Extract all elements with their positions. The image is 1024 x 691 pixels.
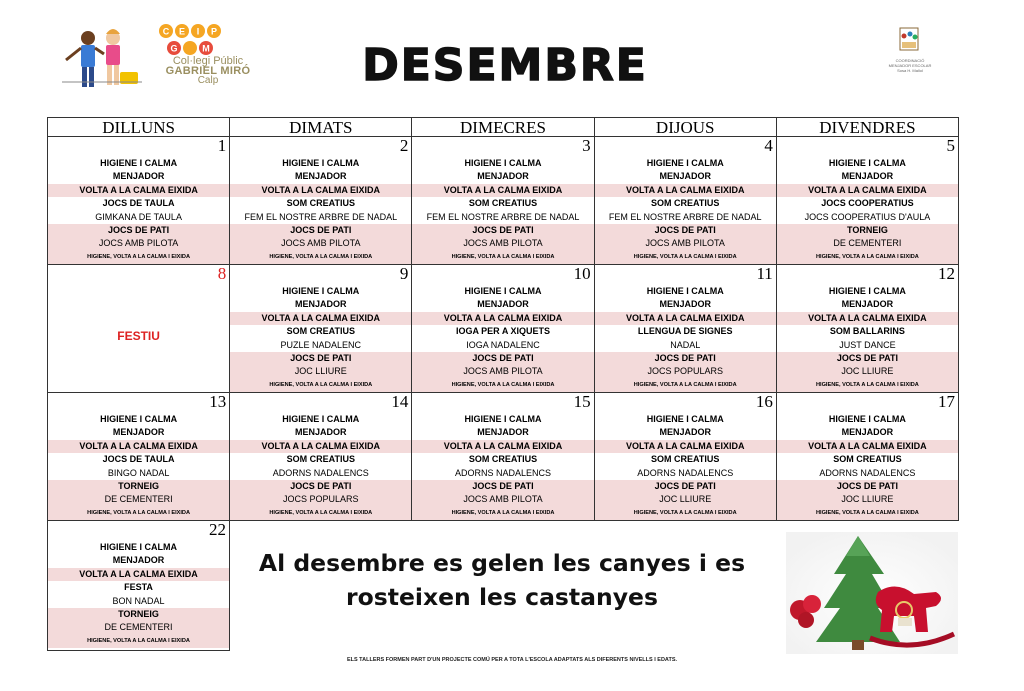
activity-row: HIGIENE, VOLTA A LA CALMA I EIXIDA xyxy=(777,379,958,392)
activity-row: TORNEIG xyxy=(48,608,229,621)
activity-row: PUZLE NADALENC xyxy=(280,339,362,350)
activity-row: SOM BALLARINS xyxy=(829,326,905,337)
activity-row: BON NADAL xyxy=(112,595,165,606)
svg-text:E: E xyxy=(178,26,186,37)
activity-row: JOCS DE PATI xyxy=(412,224,593,237)
activity-row: JOCS DE PATI xyxy=(595,224,776,237)
activity-row: DE CEMENTERI xyxy=(48,621,229,634)
activity-row: MENJADOR xyxy=(659,427,711,438)
day-cell-17 xyxy=(777,393,958,520)
activity-list xyxy=(595,157,776,264)
week-row xyxy=(47,393,959,521)
activity-row: VOLTA A LA CALMA EIXIDA xyxy=(48,568,229,581)
activity-row: VOLTA A LA CALMA EIXIDA xyxy=(595,440,776,453)
week-row xyxy=(47,137,959,265)
activity-row: VOLTA A LA CALMA EIXIDA xyxy=(777,312,958,325)
activity-row: IOGA PER A XIQUETS xyxy=(456,326,551,337)
activity-row: MENJADOR xyxy=(841,299,894,310)
activity-row: VOLTA A LA CALMA EIXIDA xyxy=(777,184,958,197)
day-cell-3 xyxy=(412,137,594,264)
activity-row: JOCS DE TAULA xyxy=(102,198,175,209)
activity-row: VOLTA A LA CALMA EIXIDA xyxy=(595,184,776,197)
day-number: 4 xyxy=(764,136,773,155)
activity-row: HIGIENE, VOLTA A LA CALMA I EIXIDA xyxy=(412,379,593,392)
activity-row: VOLTA A LA CALMA EIXIDA xyxy=(595,312,776,325)
activity-list xyxy=(48,157,229,264)
activity-row: HIGIENE I CALMA xyxy=(282,286,360,296)
activity-row: JOC LLIURE xyxy=(230,365,411,378)
activity-row: VOLTA A LA CALMA EIXIDA xyxy=(48,184,229,197)
coord-line-3: Sosa H. Mallol xyxy=(897,68,923,73)
day-cell-8 xyxy=(48,265,230,392)
activity-row: HIGIENE I CALMA xyxy=(828,158,906,168)
activity-list xyxy=(48,413,229,520)
activity-row: TORNEIG xyxy=(48,480,229,493)
activity-row: HIGIENE, VOLTA A LA CALMA I EIXIDA xyxy=(230,507,411,520)
day-number: 2 xyxy=(399,136,409,155)
svg-text:P: P xyxy=(210,26,218,37)
day-number: 1 xyxy=(217,136,227,155)
activity-row: SOM CREATIUS xyxy=(468,198,538,209)
activity-row: JOCS AMB PILOTA xyxy=(412,237,593,250)
activity-row: GIMKANA DE TAULA xyxy=(95,211,182,222)
day-cell-2 xyxy=(230,137,412,264)
school-line-3: Calp xyxy=(197,75,219,86)
day-number: 3 xyxy=(582,136,591,155)
activity-row: HIGIENE I CALMA xyxy=(282,414,360,424)
activity-row: SOM CREATIUS xyxy=(286,326,355,337)
activity-row: HIGIENE I CALMA xyxy=(99,542,177,552)
holiday-label: FESTIU xyxy=(117,329,160,343)
week-row xyxy=(47,265,959,393)
day-number: 13 xyxy=(209,392,227,411)
activity-row: DE CEMENTERI xyxy=(777,237,958,250)
activity-row: JUST DANCE xyxy=(839,339,896,350)
activity-row: ADORNS NADALENCS xyxy=(819,467,916,478)
page-title: DESEMBRE xyxy=(362,40,648,91)
activity-row: SOM CREATIUS xyxy=(286,454,355,465)
activity-row: HIGIENE I CALMA xyxy=(828,286,906,296)
activity-list xyxy=(595,285,776,392)
activity-row: JOCS DE TAULA xyxy=(102,454,175,465)
activity-list xyxy=(412,157,593,264)
weekday-dilluns: DILLUNS xyxy=(48,118,230,136)
activity-row: JOCS AMB PILOTA xyxy=(595,237,776,250)
day-cell-9 xyxy=(230,265,412,392)
activity-row: JOCS AMB PILOTA xyxy=(230,237,411,250)
day-cell-12 xyxy=(777,265,958,392)
activity-row: JOCS DE PATI xyxy=(595,480,776,493)
svg-text:G: G xyxy=(170,43,178,54)
activity-list xyxy=(230,285,411,392)
day-cell-14 xyxy=(230,393,412,520)
activity-row: ADORNS NADALENCS xyxy=(637,467,734,478)
activity-row: MENJADOR xyxy=(112,555,165,566)
day-cell-5 xyxy=(777,137,958,264)
activity-row: VOLTA A LA CALMA EIXIDA xyxy=(230,440,411,453)
activity-row: SOM CREATIUS xyxy=(651,198,720,209)
activity-row: MENJADOR xyxy=(295,299,347,310)
footnote: ELS TALLERS FORMEN PART D'UN PROJECTE COMÚ PER A TOTA L'ESCOLA ADAPTATS ALS DIFERENTS NIVELLS I EDATS. xyxy=(346,657,678,663)
activity-row: BINGO NADAL xyxy=(107,467,170,478)
activity-row: JOCS COOPERATIUS xyxy=(821,198,914,209)
activity-row: MENJADOR xyxy=(112,427,165,438)
activity-row: HIGIENE, VOLTA A LA CALMA I EIXIDA xyxy=(595,251,776,264)
weekday-dimats: DIMATS xyxy=(230,118,412,136)
activity-row: HIGIENE, VOLTA A LA CALMA I EIXIDA xyxy=(777,507,958,520)
activity-row: FEM EL NOSTRE ARBRE DE NADAL xyxy=(426,211,580,222)
day-number: 5 xyxy=(946,136,956,155)
day-number: 12 xyxy=(938,264,956,283)
activity-row: JOCS DE PATI xyxy=(412,352,593,365)
activity-row: MENJADOR xyxy=(477,427,529,438)
school-line-2: GABRIEL MIRÓ xyxy=(165,65,251,77)
day-number: 8 xyxy=(217,264,227,283)
weekday-dijous: DIJOUS xyxy=(595,118,777,136)
activity-row: HIGIENE I CALMA xyxy=(100,414,178,424)
activity-row: TORNEIG xyxy=(777,224,958,237)
coord-line-1: COORDINACIÓ xyxy=(895,58,925,63)
day-number: 17 xyxy=(938,392,956,411)
activity-row: HIGIENE, VOLTA A LA CALMA I EIXIDA xyxy=(595,379,776,392)
activity-row: MENJADOR xyxy=(295,427,347,438)
proverb-line-1: Al desembre es gelen les canyes i es xyxy=(258,549,746,577)
activity-list xyxy=(230,413,411,520)
activity-list xyxy=(777,413,958,520)
coordination-caption xyxy=(872,58,948,73)
activity-row: HIGIENE, VOLTA A LA CALMA I EIXIDA xyxy=(777,251,958,264)
activity-row: VOLTA A LA CALMA EIXIDA xyxy=(777,440,958,453)
day-number: 10 xyxy=(573,264,591,283)
day-cell-15 xyxy=(412,393,594,520)
activity-row: SOM CREATIUS xyxy=(468,454,538,465)
day-cell-11 xyxy=(595,265,777,392)
activity-row: VOLTA A LA CALMA EIXIDA xyxy=(412,184,593,197)
activity-row: IOGA NADALENC xyxy=(466,339,540,350)
activity-row: VOLTA A LA CALMA EIXIDA xyxy=(230,312,411,325)
activity-row: FEM EL NOSTRE ARBRE DE NADAL xyxy=(244,211,398,222)
activity-row: JOCS POPULARS xyxy=(230,493,411,506)
activity-row: JOC LLIURE xyxy=(777,365,958,378)
activity-row: HIGIENE I CALMA xyxy=(828,414,906,424)
activity-row: JOCS DE PATI xyxy=(412,480,593,493)
kids-illustration-icon xyxy=(62,29,142,87)
christmas-tree-horse-icon xyxy=(786,532,958,654)
activity-row: JOCS DE PATI xyxy=(230,224,411,237)
activity-row: FESTA xyxy=(124,582,153,593)
activity-row: JOCS DE PATI xyxy=(230,480,411,493)
activity-row: JOCS DE PATI xyxy=(777,480,958,493)
activity-row: JOCS DE PATI xyxy=(230,352,411,365)
activity-list xyxy=(595,413,776,520)
activity-row: HIGIENE I CALMA xyxy=(464,286,542,296)
activity-row: ADORNS NADALENCS xyxy=(454,467,552,478)
activity-row: HIGIENE, VOLTA A LA CALMA I EIXIDA xyxy=(230,251,411,264)
weekday-dimecres: DIMECRES xyxy=(412,118,594,136)
activity-row: LLENGUA DE SIGNES xyxy=(637,326,733,337)
day-number: 9 xyxy=(399,264,409,283)
activity-row: JOCS DE PATI xyxy=(777,352,958,365)
activity-list xyxy=(230,157,411,264)
activity-row: HIGIENE I CALMA xyxy=(646,414,724,424)
activity-row: SOM CREATIUS xyxy=(833,454,902,465)
activity-row: HIGIENE, VOLTA A LA CALMA I EIXIDA xyxy=(48,251,229,264)
school-line-1: Col·legi Públic xyxy=(172,55,244,67)
activity-list xyxy=(777,285,958,392)
day-number: 11 xyxy=(756,264,773,283)
activity-row: MENJADOR xyxy=(659,299,711,310)
day-cell-22 xyxy=(47,521,230,651)
activity-row: JOCS AMB PILOTA xyxy=(412,493,593,506)
activity-row: HIGIENE I CALMA xyxy=(646,158,724,168)
activity-row: MENJADOR xyxy=(112,171,165,182)
weekday-divendres: DIVENDRES xyxy=(819,118,916,137)
activity-row: HIGIENE, VOLTA A LA CALMA I EIXIDA xyxy=(412,507,593,520)
activity-row: SOM CREATIUS xyxy=(286,198,355,209)
activity-row: HIGIENE I CALMA xyxy=(464,158,542,168)
activity-row: MENJADOR xyxy=(659,171,711,182)
activity-list xyxy=(777,157,958,264)
weekday-header xyxy=(47,117,959,137)
activity-row: JOCS DE PATI xyxy=(48,224,229,237)
activity-row: HIGIENE, VOLTA A LA CALMA I EIXIDA xyxy=(48,635,229,648)
activity-row: MENJADOR xyxy=(841,171,894,182)
activity-row: MENJADOR xyxy=(841,427,894,438)
activity-row: SOM CREATIUS xyxy=(651,454,720,465)
coordination-logo-icon xyxy=(880,22,940,82)
day-cell-16 xyxy=(595,393,777,520)
activity-row: JOC LLIURE xyxy=(595,493,776,506)
activity-row: VOLTA A LA CALMA EIXIDA xyxy=(230,184,411,197)
activity-list xyxy=(48,541,229,648)
activity-row: HIGIENE, VOLTA A LA CALMA I EIXIDA xyxy=(48,507,229,520)
activity-list xyxy=(412,413,593,520)
activity-row: HIGIENE, VOLTA A LA CALMA I EIXIDA xyxy=(595,507,776,520)
day-cell-13 xyxy=(48,393,230,520)
svg-text:I: I xyxy=(196,26,200,37)
coord-line-2: MENJADOR ESCOLAR xyxy=(888,63,932,68)
activity-row: JOC LLIURE xyxy=(777,493,958,506)
activity-row: ADORNS NADALENCS xyxy=(272,467,369,478)
day-number: 14 xyxy=(391,392,409,411)
svg-text:M: M xyxy=(202,43,210,54)
svg-text:C: C xyxy=(162,26,170,37)
activity-row: NADAL xyxy=(670,339,701,350)
activity-row: HIGIENE I CALMA xyxy=(282,158,360,168)
activity-row: MENJADOR xyxy=(477,171,529,182)
activity-row: HIGIENE I CALMA xyxy=(464,414,542,424)
ceip-letters-icon xyxy=(159,24,221,55)
calendar-grid xyxy=(47,117,959,521)
day-number: 16 xyxy=(755,392,773,411)
activity-row: VOLTA A LA CALMA EIXIDA xyxy=(48,440,229,453)
activity-list xyxy=(412,285,593,392)
activity-row: JOCS AMB PILOTA xyxy=(48,237,229,250)
activity-row: VOLTA A LA CALMA EIXIDA xyxy=(412,312,593,325)
activity-row: FEM EL NOSTRE ARBRE DE NADAL xyxy=(608,211,762,222)
activity-row: DE CEMENTERI xyxy=(48,493,229,506)
activity-row: JOCS POPULARS xyxy=(595,365,776,378)
activity-row: HIGIENE I CALMA xyxy=(100,158,178,168)
day-cell-4 xyxy=(595,137,777,264)
activity-row: HIGIENE, VOLTA A LA CALMA I EIXIDA xyxy=(230,379,411,392)
activity-row: MENJADOR xyxy=(295,171,347,182)
proverb-line-2: rosteixen les castanyes xyxy=(346,583,658,611)
day-number: 22 xyxy=(209,520,226,539)
activity-row: JOCS COOPERATIUS D'AULA xyxy=(804,211,931,222)
activity-row: VOLTA A LA CALMA EIXIDA xyxy=(412,440,593,453)
day-number: 15 xyxy=(573,392,591,411)
day-cell-10 xyxy=(412,265,594,392)
proverb xyxy=(232,546,772,614)
day-cell-1 xyxy=(48,137,230,264)
activity-row: HIGIENE, VOLTA A LA CALMA I EIXIDA xyxy=(412,251,593,264)
school-name xyxy=(158,56,258,86)
activity-row: JOCS AMB PILOTA xyxy=(412,365,593,378)
activity-row: MENJADOR xyxy=(477,299,529,310)
activity-row: JOCS DE PATI xyxy=(595,352,776,365)
activity-row: HIGIENE I CALMA xyxy=(646,286,724,296)
